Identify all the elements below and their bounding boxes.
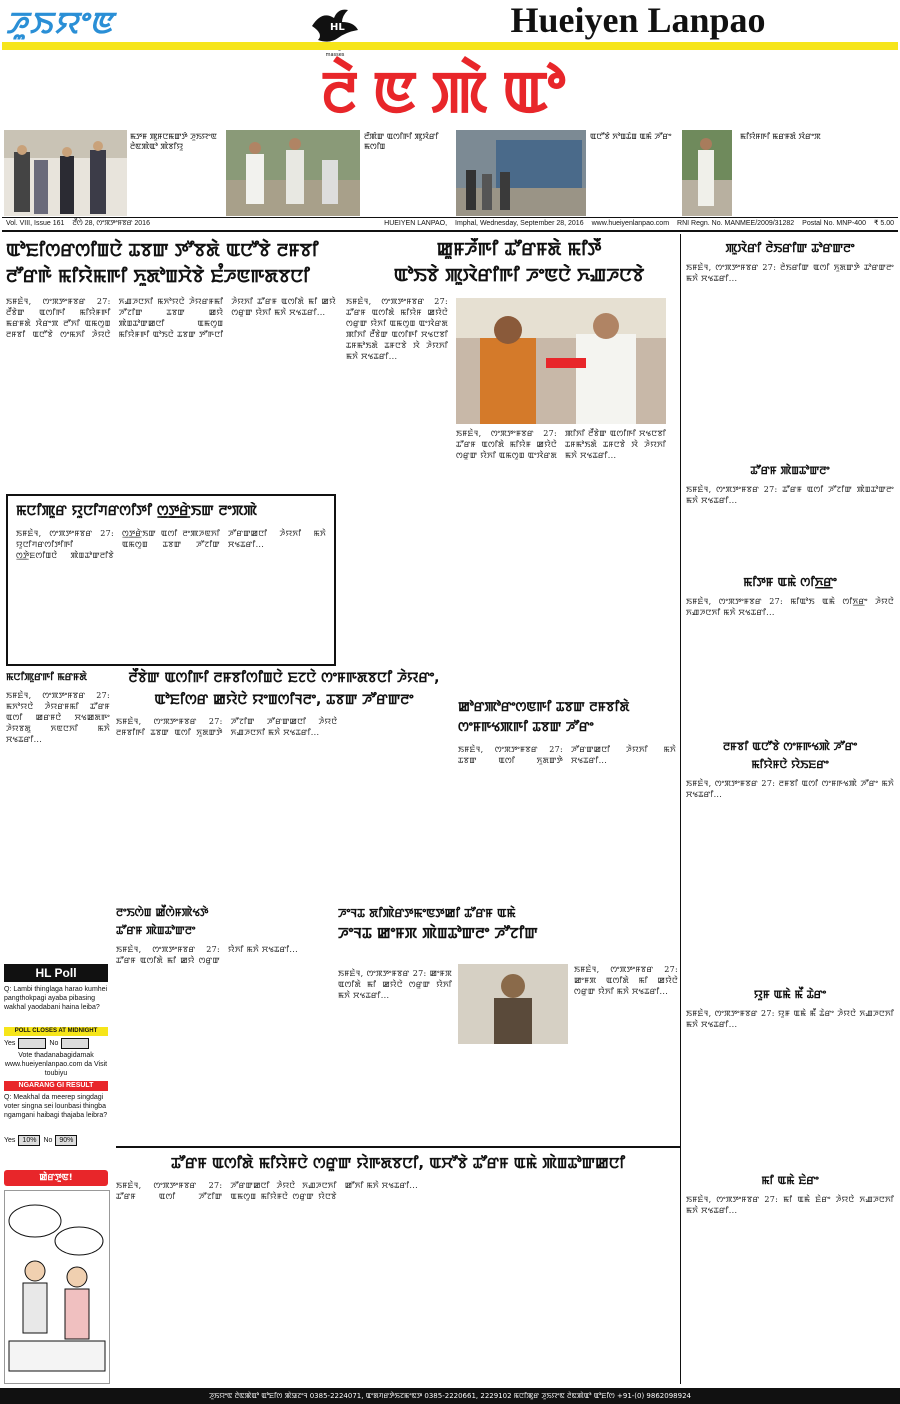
footer-contact-bar: ꯍꯨꯏꯌꯦꯟ ꯂꯥꯟꯄꯥꯑꯣ ꯑꯣꯐꯤꯁ ꯄꯥꯎꯖꯦꯜ 0385-2224071, ꯑꯦꯗꯚꯔꯇꯥꯏꯖꯃꯦꯟꯇ 0385-2220661, 2229102 ꯃꯅꯤꯄꯨꯔ ꯍꯨꯏꯌꯦꯟ ꯂꯥꯟꯄꯥꯑꯣ ꯑꯣꯐꯤꯁ +91-(0) 9862098924 xyxy=(0,1388,900,1404)
bottom-body: ꯏꯝꯐꯥꯜ, ꯁꯦꯞꯇꯦꯝꯕꯔ 27: ꯊꯧꯔꯝ ꯑꯁꯤ ꯍꯧꯖꯤꯛ ꯍꯧꯔꯛꯀꯅꯤ ꯍꯥꯌꯅꯥ ꯈꯉꯍꯅꯈꯤ ꯑꯃꯁꯨꯡ ꯃꯤꯌꯥꯝꯅꯥ ꯁꯔꯨꯛ ꯌꯥꯅꯕꯥ ꯀꯧꯈꯤ ꯃꯈꯥ ꯆꯠꯊꯔꯤ... xyxy=(116,1181,418,1201)
issue-info-bar xyxy=(2,219,898,229)
center-body-col: ꯏꯝꯐꯥꯜ, ꯁꯦꯞꯇꯦꯝꯕꯔ 27: ꯊꯧꯔꯝ ꯑꯁꯤꯗꯥ ꯃꯤꯌꯥꯝ ꯀꯌꯥꯅꯥ ꯁꯔꯨꯛ ꯌꯥꯈꯤ ꯑꯃꯁꯨꯡ ꯑꯦꯋꯥꯔꯗ ꯄꯤꯈꯤ ꯂꯩꯕꯥꯛ ꯑꯁꯤꯒꯤ ꯆꯠꯅꯕꯤ ꯊꯝꯃꯣꯏꯗꯥ ꯊꯝꯅꯕꯥ ꯋꯥ ꯍꯥꯌꯈꯤ ꯃꯈꯥ ꯆꯠꯊꯔꯤ... xyxy=(346,297,448,361)
rni-regn: RNI Regn. No. MANMEE/2009/31282 xyxy=(677,220,795,227)
top-photo-4 xyxy=(682,130,732,216)
volume-issue: Vol. VIII, Issue 161 xyxy=(6,220,65,227)
right-4-headline-1: ꯂꯝꯕꯤ ꯑꯅꯧꯕꯥ ꯁꯦꯝꯒꯠꯄꯥ ꯍꯧꯔꯦ xyxy=(722,740,858,753)
lead-body: ꯏꯝꯐꯥꯜ, ꯁꯦꯞꯇꯦꯝꯕꯔ 27: ꯂꯩꯕꯥꯛ ꯑꯁꯤꯒꯤ ꯃꯤꯌꯥꯝꯒꯤ ꯃꯔꯝꯗꯥ ꯋꯥꯔꯦꯞ ꯂꯧꯈꯤ ꯑꯃꯁꯨꯡ ꯂꯝꯕꯤ ꯑꯅꯧꯕꯥ ꯁꯦꯃꯈꯤ ꯍꯥꯌꯅꯥ ꯈꯉꯍꯅꯈꯤ ꯃꯈꯣꯌꯅꯥ ꯍꯥꯌꯔꯝꯃꯤ ꯍꯧꯖꯤꯛ ꯊꯕꯛ ꯀꯌꯥ ꯄꯥꯡꯊꯣꯛꯀꯅꯤ ꯑꯃꯁꯨꯡ ꯃꯤꯌꯥꯝꯒꯤ ꯑꯣꯏꯅꯥ ꯊꯕꯛ ꯇꯧꯒꯅꯤ ꯍꯥꯌꯈꯤ ꯊꯧꯔꯝ ꯑꯁꯤꯗꯥ ꯃꯤ ꯀꯌꯥ ꯁꯔꯨꯛ ꯌꯥꯈꯤ ꯃꯈꯥ ꯆꯠꯊꯔꯤ... xyxy=(6,297,336,339)
center-headline-1: ꯀꯨꯝꯍꯩꯒꯤ ꯊꯧꯔꯝꯗꯥ ꯃꯤꯇꯩ xyxy=(436,239,602,260)
result-no-pct: 90% xyxy=(55,1135,77,1146)
right-3-body: ꯏꯝꯐꯥꯜ, ꯁꯦꯞꯇꯦꯝꯕꯔ 27: ꯃꯤꯑꯣꯏ ꯑꯃꯥ ꯁꯤꯈ꯭ꯔꯦ ꯍꯥꯌꯅꯥ ꯈꯉꯍꯅꯈꯤ ꯃꯈꯥ ꯆꯠꯊꯔꯤ... xyxy=(686,597,894,617)
mid-b-headline-2: ꯁꯦꯝꯒꯠꯄꯒꯤ ꯊꯕꯛ ꯍꯧꯔꯦ xyxy=(458,720,594,735)
mid-d-body-cont: ꯏꯝꯐꯥꯜ, ꯁꯦꯞꯇꯦꯝꯕꯔ 27: ꯀꯦꯝꯞ ꯑꯁꯤꯗꯥ ꯃꯤ ꯀꯌꯥꯅꯥ ꯁꯔꯨꯛ ꯌꯥꯈꯤ ꯃꯈꯥ ꯆꯠꯊꯔꯤ... xyxy=(574,965,678,996)
mid-d-headline-2: ꯍꯦꯜꯊ ꯀꯦꯝꯞ ꯄꯥꯡꯊꯣꯛꯂꯦ ꯍꯧꯖꯤꯛ xyxy=(338,924,538,942)
lead-headline: ꯑꯣꯐꯤꯁꯔꯁꯤꯡꯅꯥ ꯊꯕꯛ ꯇꯧꯕꯗꯥ ꯑꯅꯧꯕꯥ ꯂꯝꯕꯤ ꯂꯧꯔꯒꯥ ꯃꯤꯌꯥꯃꯒꯤ ꯈꯨꯗꯣꯡꯆꯥꯕꯥ ꯐꯪꯍꯟꯒꯗꯕꯅꯤ xyxy=(6,240,319,287)
right-1-body: ꯏꯝꯐꯥꯜ, ꯁꯦꯞꯇꯦꯝꯕꯔ 27: ꯂꯥꯏꯔꯤꯛ ꯑꯁꯤ ꯈꯨꯗꯛꯇꯥ ꯊꯣꯔꯛꯂꯦ ꯃꯈꯥ ꯆꯠꯊꯔꯤ... xyxy=(686,263,894,283)
boxed-article xyxy=(6,494,336,666)
right-column-rule xyxy=(680,234,681,1384)
mid-a-headline-1: ꯂꯩꯕꯥꯛ ꯑꯁꯤꯒꯤ ꯂꯝꯕꯤꯁꯤꯡꯅꯥ ꯐꯖꯅꯥ ꯁꯦꯝꯒꯗꯕꯅꯤ ꯍꯥꯌꯔꯦ, xyxy=(128,670,440,686)
masthead-big-title: ꯂꯥꯟꯄꯥꯑꯣ xyxy=(320,58,579,126)
poll-result-question: Q: Meakhal da meerep singdagi voter singna sei lounbasi thingba ngamgani haibagi thajaba leibra? xyxy=(4,1094,108,1119)
result-yes-pct: 10% xyxy=(18,1135,40,1146)
masthead-yellow-bar xyxy=(2,42,898,50)
center-headline-2: ꯑꯣꯏꯕꯥ ꯄꯨꯋꯥꯔꯤꯒꯤ ꯍꯦꯟꯅꯥ ꯈꯉꯍꯅꯕꯥ xyxy=(393,265,645,286)
poll-results xyxy=(4,1135,108,1146)
teaser-3: ꯑꯅꯧꯕꯥ ꯈꯣꯡꯊꯥꯡ ꯑꯃꯥ ꯍꯧꯔꯦ xyxy=(590,132,672,141)
top-photo-3 xyxy=(456,130,586,216)
right-4-body: ꯏꯝꯐꯥꯜ, ꯁꯦꯞꯇꯦꯝꯕꯔ 27: ꯂꯝꯕꯤ ꯑꯁꯤ ꯁꯦꯝꯒꯠꯄꯥ ꯍꯧꯔꯦ ꯃꯈꯥ ꯆꯠꯊꯔꯤ... xyxy=(686,779,894,799)
poll-yes-label: Yes xyxy=(4,1040,16,1047)
top-photo-1 xyxy=(4,130,127,216)
center-body-cont: ꯏꯝꯐꯥꯜ, ꯁꯦꯞꯇꯦꯝꯕꯔ 27: ꯊꯧꯔꯝ ꯑꯁꯤꯗꯥ ꯃꯤꯌꯥꯝ ꯀꯌꯥꯅꯥ ꯁꯔꯨꯛ ꯌꯥꯈꯤ ꯑꯃꯁꯨꯡ ꯑꯦꯋꯥꯔꯗ ꯄꯤꯈꯤ ꯂꯩꯕꯥꯛ ꯑꯁꯤꯒꯤ ꯆꯠꯅꯕꯤ ꯊꯝꯃꯣꯏꯗꯥ ꯊꯝꯅꯕꯥ ꯋꯥ ꯍꯥꯌꯈꯤ ꯃꯈꯥ ꯆꯠꯊꯔꯤ... xyxy=(456,429,666,460)
dove-motto: masses xyxy=(325,52,345,58)
left-narrow-body: ꯏꯝꯐꯥꯜ, ꯁꯦꯞꯇꯦꯝꯕꯔ 27: ꯃꯈꯣꯌꯅꯥ ꯍꯥꯌꯔꯝꯃꯤ ꯊꯧꯔꯝ ꯑꯁꯤ ꯀꯔꯝꯅꯥ ꯆꯠꯀꯗꯒꯦ ꯍꯥꯌꯕꯗꯨ ꯈꯟꯅꯈꯤ ꯃꯈꯥ ꯆꯠꯊꯔꯤ... xyxy=(6,691,110,744)
price: ₹ 5.00 xyxy=(873,220,894,227)
boxed-body: ꯏꯝꯐꯥꯜ, ꯁꯦꯞꯇꯦꯝꯕꯔ 27: ꯌꯨꯅꯤꯚꯔꯁꯤꯇꯤꯒꯤ ꯁ꯭ꯇꯥꯐꯁꯤꯡꯅꯥ ꯄꯥꯡꯊꯣꯛꯂꯤꯕꯥ ꯁ꯭ꯇ꯭ꯔꯥꯏꯛ ꯑꯁꯤ ꯂꯦꯄꯍꯟꯈꯤ ꯑꯃꯁꯨꯡ ꯊꯕꯛ ꯍꯧꯖꯤꯛ ꯍꯧꯔꯛꯀꯅꯤ ꯍꯥꯌꯈꯤ ꯃꯈꯥ ꯆꯠꯊꯔꯤ... xyxy=(16,529,326,560)
svg-text:HL: HL xyxy=(330,22,345,33)
poll-title: HL Poll xyxy=(4,964,108,982)
poll-yes-box[interactable] xyxy=(18,1038,46,1049)
mid-c-headline-2: ꯊꯧꯔꯝ ꯄꯥꯡꯊꯣꯛꯂꯦ xyxy=(116,924,196,937)
left-narrow-headline: ꯃꯅꯤꯄꯨꯔꯒꯤ ꯃꯔꯝꯗꯥ xyxy=(6,672,87,683)
hl-poll xyxy=(4,964,108,1164)
mid-c-headline-1: ꯂꯦꯏꯁꯥꯡ ꯀꯩꯁꯥꯝꯄꯥꯠꯇꯥ xyxy=(116,906,209,919)
mid-b-headline-1: ꯀꯣꯔꯄꯣꯔꯦꯁꯟꯒꯤ ꯊꯕꯛ ꯂꯝꯕꯤꯗꯥ xyxy=(458,700,630,715)
right-6-body: ꯏꯝꯐꯥꯜ, ꯁꯦꯞꯇꯦꯝꯕꯔ 27: ꯃꯤ ꯑꯃꯥ ꯐꯥꯔꯦ ꯍꯥꯌꯅꯥ ꯈꯉꯍꯅꯈꯤ ꯃꯈꯥ ꯆꯠꯊꯔꯤ... xyxy=(686,1195,894,1215)
right-4-headline-2: ꯃꯤꯌꯥꯝꯅꯥ ꯌꯥꯏꯐꯔꯦ xyxy=(751,758,829,771)
paper-name: HUEIYEN LANPAO, xyxy=(384,220,448,227)
place-date: Imphal, Wednesday, September 28, 2016 xyxy=(455,220,584,227)
result-no-label: No xyxy=(43,1137,53,1144)
poll-closes: POLL CLOSES AT MIDNIGHT xyxy=(4,1027,108,1036)
poll-no-label: No xyxy=(49,1040,59,1047)
right-2-headline: ꯊꯧꯔꯝ ꯄꯥꯡꯊꯣꯛꯂꯦ xyxy=(750,464,830,477)
teaser-4: ꯃꯤꯌꯥꯝꯒꯤ ꯃꯔꯝꯗꯥ ꯋꯥꯔꯦꯞ xyxy=(740,132,821,141)
center-photo xyxy=(456,298,666,424)
mid-a-body: ꯏꯝꯐꯥꯜ, ꯁꯦꯞꯇꯦꯝꯕꯔ 27: ꯂꯝꯕꯤꯒꯤ ꯊꯕꯛ ꯑꯁꯤ ꯈꯨꯗꯛꯇꯥ ꯍꯧꯖꯤꯛ ꯍꯧꯔꯛꯀꯅꯤ ꯍꯥꯌꯅꯥ ꯈꯉꯍꯅꯈꯤ ꯃꯈꯥ ꯆꯠꯊꯔꯤ... xyxy=(116,717,338,737)
right-1-headline: ꯄꯨꯋꯥꯔꯤ ꯂꯥꯏꯔꯤꯛ ꯊꯣꯔꯛꯂꯦ xyxy=(725,241,855,255)
website: www.hueiyenlanpao.com xyxy=(591,220,670,227)
mid-d-photo xyxy=(458,964,568,1044)
rule-under-info xyxy=(2,230,898,232)
postal-no: Postal No. MNP-400 xyxy=(802,220,866,227)
right-2-body: ꯏꯝꯐꯥꯜ, ꯁꯦꯞꯇꯦꯝꯕꯔ 27: ꯊꯧꯔꯝ ꯑꯁꯤ ꯍꯧꯖꯤꯛ ꯄꯥꯡꯊꯣꯛꯂꯦ ꯃꯈꯥ ꯆꯠꯊꯔꯤ... xyxy=(686,485,894,505)
result-yes-label: Yes xyxy=(4,1137,16,1144)
cartoon-image xyxy=(4,1190,110,1384)
poll-options xyxy=(4,1038,108,1049)
mid-d-headline-1: ꯍꯦꯜꯊ ꯗꯤꯄꯥꯔꯇꯃꯦꯟꯇꯀꯤ ꯊꯧꯔꯝ ꯑꯃꯥ xyxy=(338,906,516,920)
mid-b-body: ꯏꯝꯐꯥꯜ, ꯁꯦꯞꯇꯦꯝꯕꯔ 27: ꯊꯕꯛ ꯑꯁꯤ ꯈꯨꯗꯛꯇꯥ ꯍꯧꯔꯛꯀꯅꯤ ꯍꯥꯌꯈꯤ ꯃꯈꯥ ꯆꯠꯊꯔꯤ... xyxy=(458,745,676,765)
poll-vote-note: Vote thadanabagidamak www.hueiyenlanpao.com da Visit toubiyu xyxy=(4,1052,108,1077)
masthead-script-title: ꯍꯨꯏꯌꯦꯟ xyxy=(6,6,115,41)
cartoon-header: ꯀꯥꯔꯇꯨꯟ! xyxy=(4,1170,108,1186)
poll-question: Q: Lambi thinglaga harao kumhei pangthokpagi ayaba pibasing wakhal yaodabani haina leiba? xyxy=(4,986,108,1011)
right-6-headline: ꯃꯤ ꯑꯃꯥ ꯐꯥꯔꯦ xyxy=(761,1174,819,1187)
poll-result-title: NGARANG GI RESULT xyxy=(4,1081,108,1091)
rule-top xyxy=(2,217,898,218)
right-3-headline: ꯃꯤꯇꯝ ꯑꯃꯥ ꯁꯤꯈ꯭ꯔꯦ xyxy=(743,575,837,589)
english-masthead-title: Hueiyen Lanpao xyxy=(510,0,766,40)
right-5-body: ꯏꯝꯐꯥꯜ, ꯁꯦꯞꯇꯦꯝꯕꯔ 27: ꯌꯨꯝ ꯑꯃꯥ ꯃꯩ ꯊꯥꯔꯦ ꯍꯥꯌꯅꯥ ꯈꯉꯍꯅꯈꯤ ꯃꯈꯥ ꯆꯠꯊꯔꯤ... xyxy=(686,1009,894,1029)
mid-a-headline-2: ꯑꯣꯐꯤꯁꯔ ꯀꯌꯥꯅꯥ ꯌꯦꯡꯁꯤꯜꯂꯦ, ꯊꯕꯛ ꯍꯧꯔꯛꯂꯦ xyxy=(154,692,414,708)
mid-c-body: ꯏꯝꯐꯥꯜ, ꯁꯦꯞꯇꯦꯝꯕꯔ 27: ꯊꯧꯔꯝ ꯑꯁꯤꯗꯥ ꯃꯤ ꯀꯌꯥ ꯁꯔꯨꯛ ꯌꯥꯈꯤ ꯃꯈꯥ ꯆꯠꯊꯔꯤ... xyxy=(116,945,298,965)
local-date: ꯂꯩꯁꯥ 28, ꯁꯦꯞꯇꯦꯝꯕꯔ 2016 xyxy=(72,220,150,227)
teaser-2: ꯂꯩꯄꯥꯛ ꯑꯁꯤꯒꯤ ꯄꯨꯋꯥꯔꯤ ꯃꯁꯤꯡ xyxy=(364,132,439,151)
mid-d-body: ꯏꯝꯐꯥꯜ, ꯁꯦꯞꯇꯦꯝꯕꯔ 27: ꯀꯦꯝꯞ ꯑꯁꯤꯗꯥ ꯃꯤ ꯀꯌꯥꯅꯥ ꯁꯔꯨꯛ ꯌꯥꯈꯤ ꯃꯈꯥ ꯆꯠꯊꯔꯤ... xyxy=(338,969,452,1000)
bottom-headline: ꯊꯧꯔꯝ ꯑꯁꯤꯗꯥ ꯃꯤꯌꯥꯝꯅꯥ ꯁꯔꯨꯛ ꯌꯥꯒꯗꯕꯅꯤ, ꯑꯆꯧꯕꯥ ꯊꯧꯔꯝ ꯑꯃꯥ ꯄꯥꯡꯊꯣꯛꯀꯅꯤ xyxy=(170,1154,626,1172)
rule-bottom-article xyxy=(116,1146,680,1148)
boxed-headline: ꯃꯅꯤꯄꯨꯔ ꯌꯨꯅꯤꯚꯔꯁꯤꯇꯤ ꯁ꯭ꯇ꯭ꯔꯥꯏꯛ ꯂꯦꯞꯄꯥ xyxy=(16,503,258,519)
poll-no-box[interactable] xyxy=(61,1038,89,1049)
right-5-headline: ꯌꯨꯝ ꯑꯃꯥ ꯃꯩ ꯊꯥꯔꯦ xyxy=(753,988,827,1001)
teaser-1: ꯃꯇꯝ ꯄꯨꯝꯅꯃꯛꯇꯥ ꯍꯨꯏꯌꯦꯟ ꯂꯥꯟꯄꯥꯑꯣ ꯄꯥꯕꯤꯌꯨ xyxy=(130,132,217,151)
top-photo-2 xyxy=(226,130,360,216)
